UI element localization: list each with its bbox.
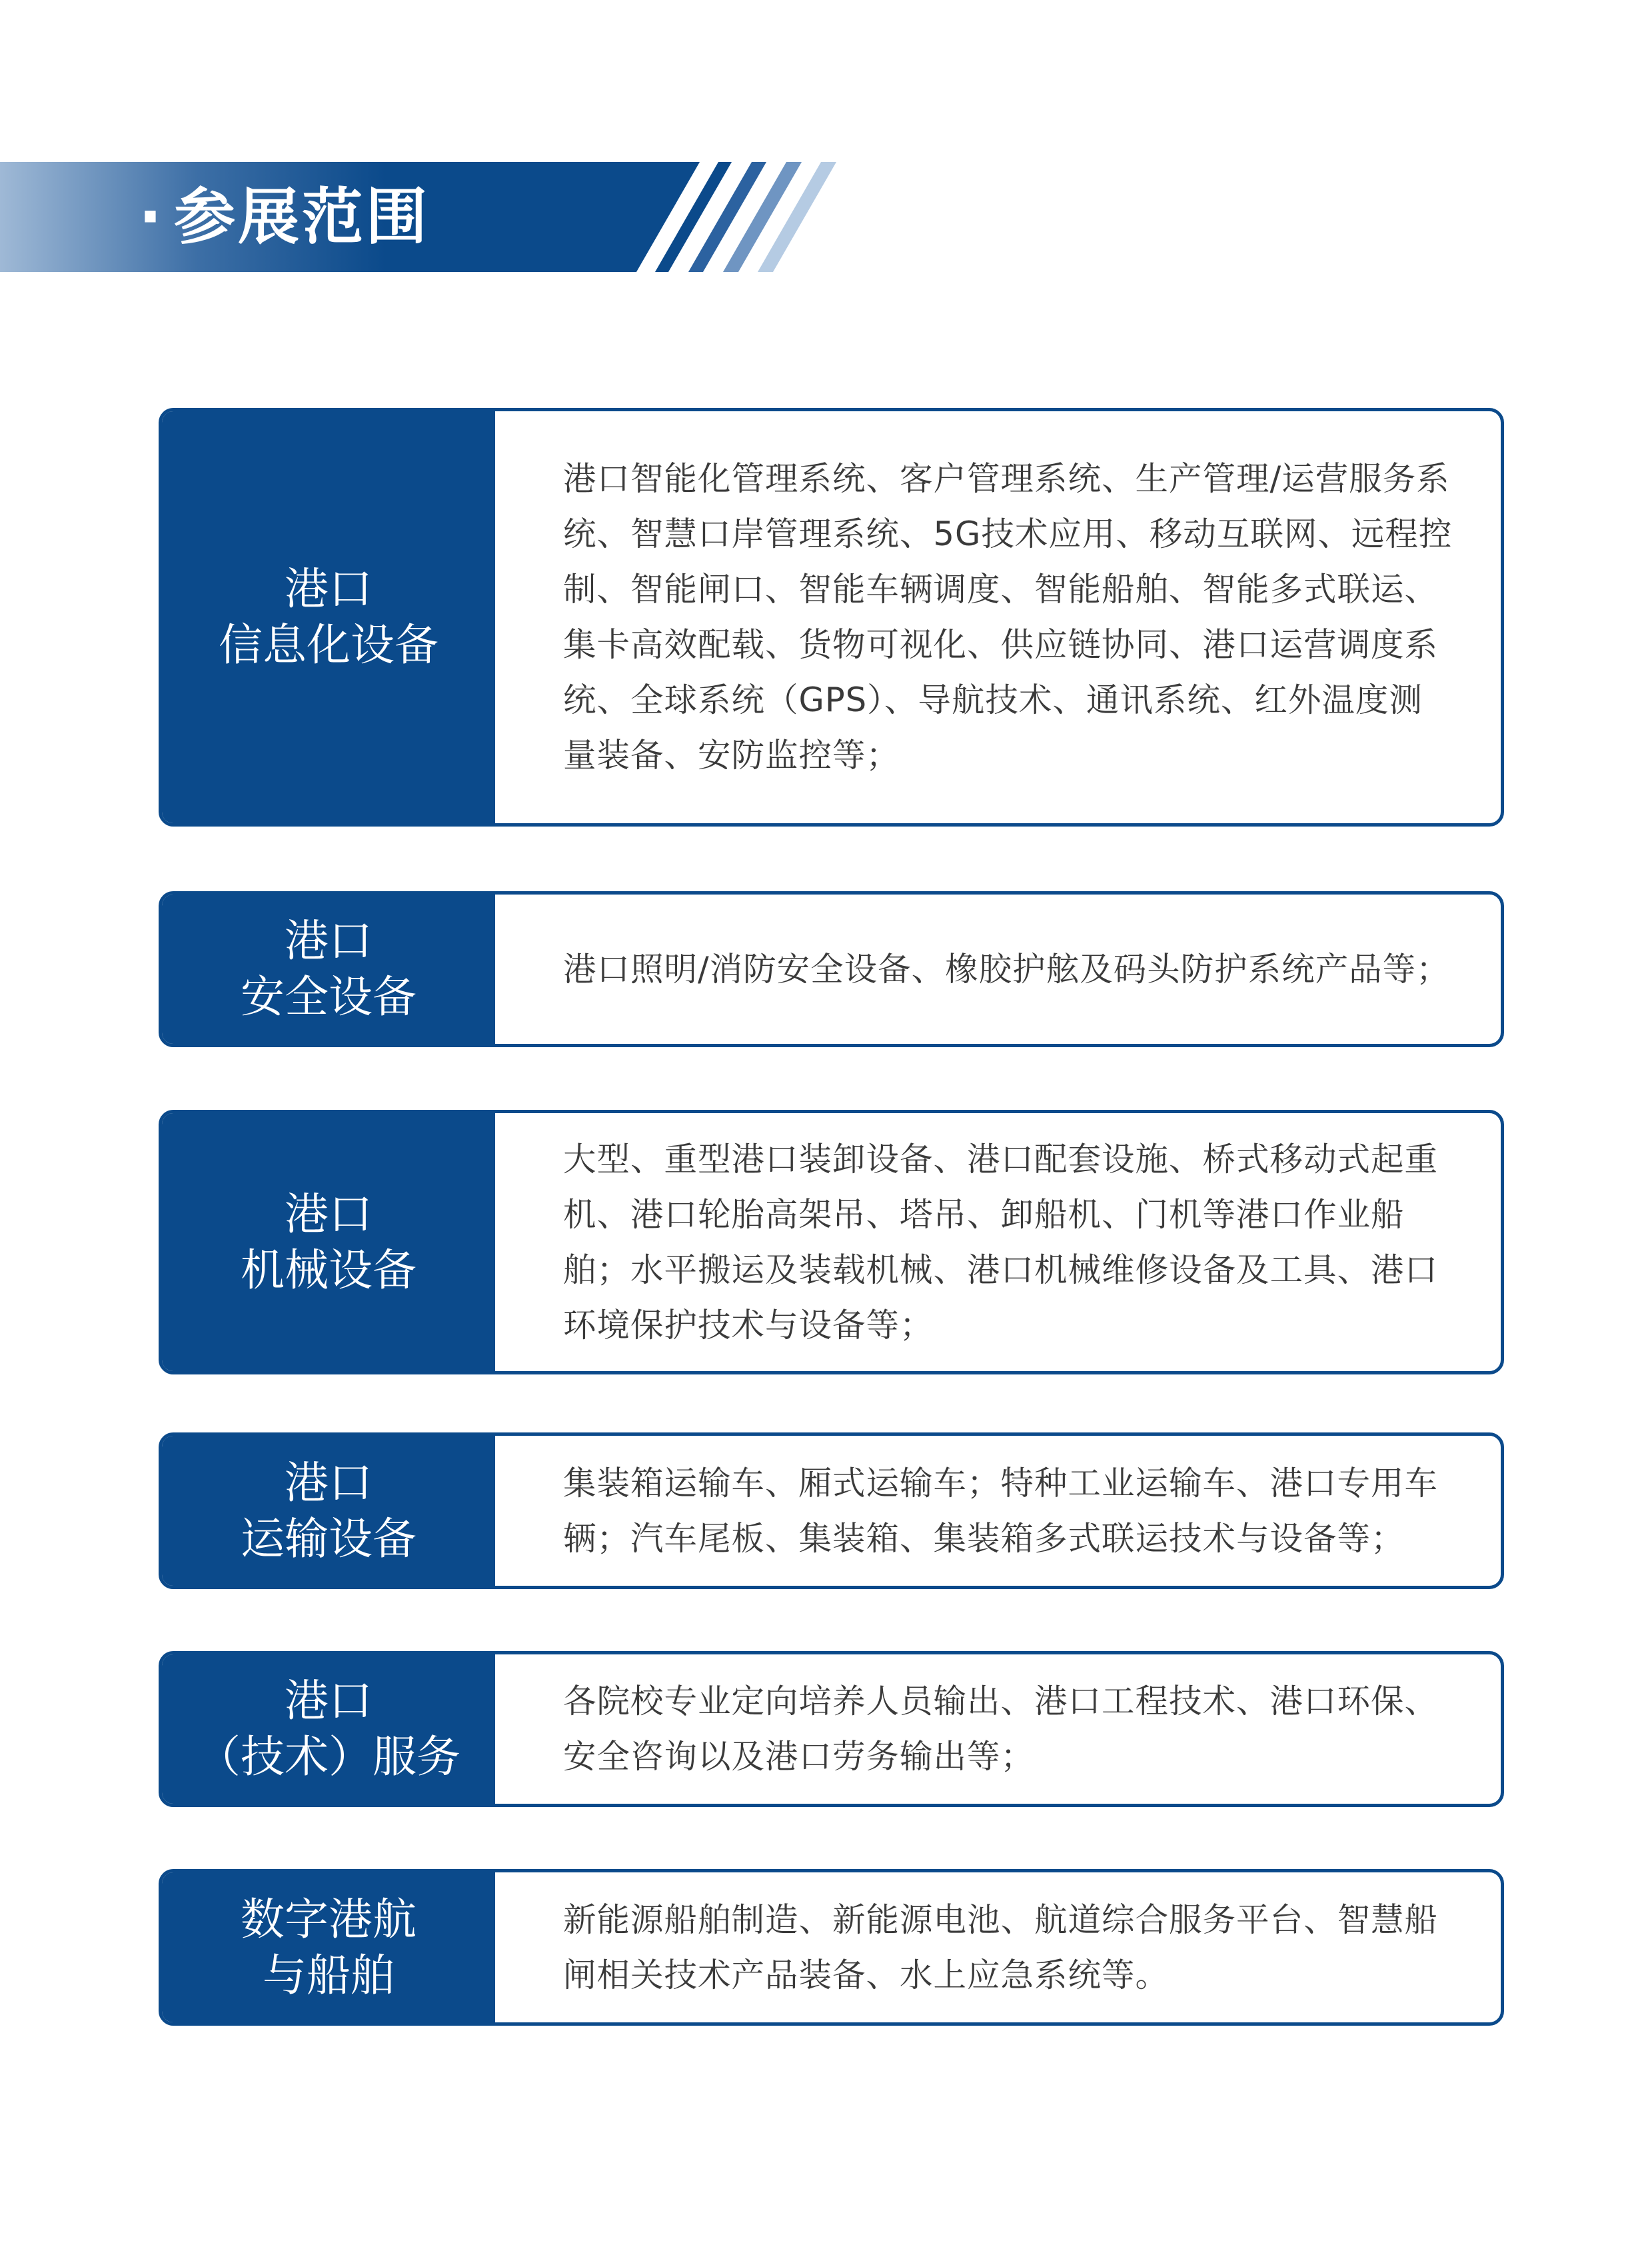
category-description-box: [495, 411, 1501, 823]
category-label-line2: 与船舶: [263, 1949, 395, 2001]
category-description-box: [495, 1654, 1501, 1804]
category-card-machinery: [159, 1110, 1504, 1374]
category-label-line1: 港口: [285, 1188, 373, 1240]
category-description: 新能源船舶制造、新能源电池、航道综合服务平台、智慧船闸相关技术产品装备、水上应急系统等。: [563, 1900, 1438, 1994]
category-description: 集装箱运输车、厢式运输车；特种工业运输车、港口专用车辆；汽车尾板、集装箱、集装箱多式联运技术与设备等；: [563, 1463, 1438, 1558]
category-label-line2: 信息化设备: [219, 619, 438, 671]
category-card-safety: [159, 891, 1504, 1047]
category-label-line1: 港口: [285, 915, 373, 967]
category-label-line1: 港口: [285, 1675, 373, 1726]
category-description-box: [495, 1872, 1501, 2022]
section-title: [139, 162, 430, 272]
category-description: 港口照明/消防安全设备、橡胶护舷及码头防护系统产品等；: [563, 949, 1450, 989]
title-dot: ·: [139, 181, 165, 253]
category-description: 大型、重型港口装卸设备、港口配套设施、桥式移动式起重机、港口轮胎高架吊、塔吊、卸船机、门机等港口作业船舶；水平搬运及装载机械、港口机械维修设备及工具、港口环境保护技术与设备等；: [563, 1139, 1438, 1344]
category-label: [162, 895, 495, 1044]
category-label: [162, 1654, 495, 1804]
category-card-digital-shipping: [159, 1869, 1504, 2026]
category-label: [162, 1872, 495, 2022]
category-label-line2: 运输设备: [241, 1512, 416, 1564]
category-label: [162, 1436, 495, 1586]
category-label-line2: 机械设备: [241, 1244, 416, 1296]
category-description-box: [495, 895, 1501, 1044]
category-label: [162, 1113, 495, 1371]
category-description-box: [495, 1436, 1501, 1586]
category-card-info: [159, 408, 1504, 827]
category-label-line1: 港口: [285, 1456, 373, 1508]
category-card-services: [159, 1651, 1504, 1807]
category-description-box: [495, 1113, 1501, 1371]
category-label-line2: 安全设备: [241, 971, 416, 1023]
section-banner: [0, 162, 840, 272]
category-description: 港口智能化管理系统、客户管理系统、生产管理/运营服务系统、智慧口岸管理系统、5G技术应用、移动互联网、远程控制、智能闸口、智能车辆调度、智能船舶、智能多式联运、集卡高效配载、货物可视化、供应链协同、港口运营调度系统、全球系统（GPS）、导航技术、通讯系统、红外温度测量装备、安防监控等；: [563, 459, 1453, 775]
title-text: 参展范围: [173, 181, 430, 253]
category-label-line1: 港口: [285, 563, 373, 615]
category-card-transport: [159, 1432, 1504, 1589]
category-label-line2: （技术）服务: [197, 1731, 460, 1782]
category-description: 各院校专业定向培养人员输出、港口工程技术、港口环保、安全咨询以及港口劳务输出等；: [563, 1682, 1438, 1776]
category-label: [162, 411, 495, 823]
category-label-line1: 数字港航: [241, 1893, 416, 1945]
